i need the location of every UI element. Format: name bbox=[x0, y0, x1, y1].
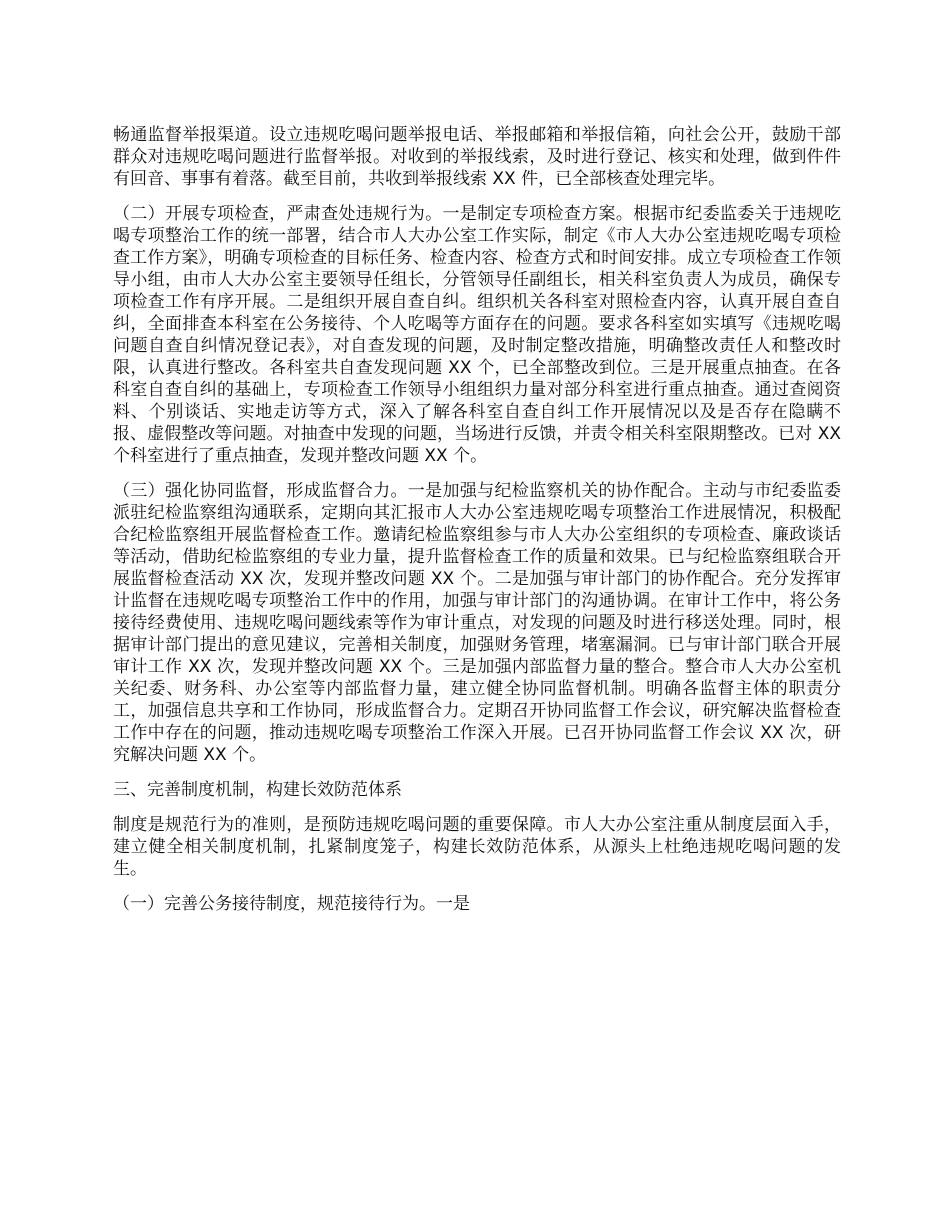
paragraph-coordinated-supervision: （三）强化协同监督，形成监督合力。一是加强与纪检监察机关的协作配合。主动与市纪委监委派驻纪检监察组沟通联系，定期向其汇报市人大办公室违规吃喝专项整治工作进展情况，积极配合纪检监察组开展监督检查工作。邀请纪检监察组参与市人大办公室组织的专项检查、廉政谈话等活动，借助纪检监察组的专业力量，提升监督检查工作的质量和效果。已与纪检监察组联合开展监督检查活动 XX 次，发现并整改问题 XX 个。二是加强与审计部门的协作配合。充分发挥审计监督在违规吃喝专项整治工作中的作用，加强与审计部门的沟通协调。在审计工作中，将公务接待经费使用、违规吃喝问题线索等作为审计重点，对发现的问题及时进行移送处理。同时，根据审计部门提出的意见建议，完善相关制度，加强财务管理，堵塞漏洞。已与审计部门联合开展审计工作 XX 次，发现并整改问题 XX 个。三是加强内部监督力量的整合。整合市人大办公室机关纪委、财务科、办公室等内部监督力量，建立健全协同监督机制。明确各监督主体的职责分工，加强信息共享和工作协同，形成监督合力。定期召开协同监督工作会议，研究解决监督检查工作中存在的问题，推动违规吃喝专项整治工作深入开展。已召开协同监督工作会议 XX 次，研究解决问题 XX 个。 bbox=[113, 481, 841, 765]
paragraph-reception-system: （一）完善公务接待制度，规范接待行为。一是 bbox=[113, 894, 470, 914]
section-intro-paragraph: 制度是规范行为的准则，是预防违规吃喝问题的重要保障。市人大办公室注重从制度层面入手，建立健全相关制度机制，扎紧制度笼子，构建长效防范体系，从源头上杜绝违规吃喝问题的发生。 bbox=[113, 815, 841, 879]
paragraph-special-inspection: （二）开展专项检查，严肃查处违规行为。一是制定专项检查方案。根据市纪委监委关于违规吃喝专项整治工作的统一部署，结合市人大办公室工作实际，制定《市人大办公室违规吃喝专项检查工作方案》，明确专项检查的目标任务、检查内容、检查方式和时间安排。成立专项检查工作领导小组，由市人大办公室主要领导任组长，分管领导任副组长，相关科室负责人为成员，确保专项检查工作有序开展。二是组织开展自查自纠。组织机关各科室对照检查内容，认真开展自查自纠，全面排查本科室在公务接待、个人吃喝等方面存在的问题。要求各科室如实填写《违规吃喝问题自查自纠情况登记表》，对自查发现的问题，及时制定整改措施，明确整改责任人和整改时限，认真进行整改。各科室共自查发现问题 XX 个，已全部整改到位。三是开展重点抽查。在各科室自查自纠的基础上，专项检查工作领导小组组织力量对部分科室进行重点抽查。通过查阅资料、个别谈话、实地走访等方式，深入了解各科室自查自纠工作开展情况以及是否存在隐瞒不报、虚假整改等问题。对抽查中发现的问题，当场进行反馈，并责令相关科室限期整改。已对 XX 个科室进行了重点抽查，发现并整改问题 XX 个。 bbox=[113, 204, 841, 466]
document-page bbox=[113, 124, 841, 928]
paragraph-reporting-channels: 畅通监督举报渠道。设立违规吃喝问题举报电话、举报邮箱和举报信箱，向社会公开，鼓励干部群众对违规吃喝问题进行监督举报。对收到的举报线索，及时进行登记、核实和处理，做到件件有回音、事事有着落。截至目前，共收到举报线索 XX 件，已全部核查处理完毕。 bbox=[113, 125, 841, 189]
section-heading: 三、完善制度机制，构建长效防范体系 bbox=[113, 780, 402, 800]
